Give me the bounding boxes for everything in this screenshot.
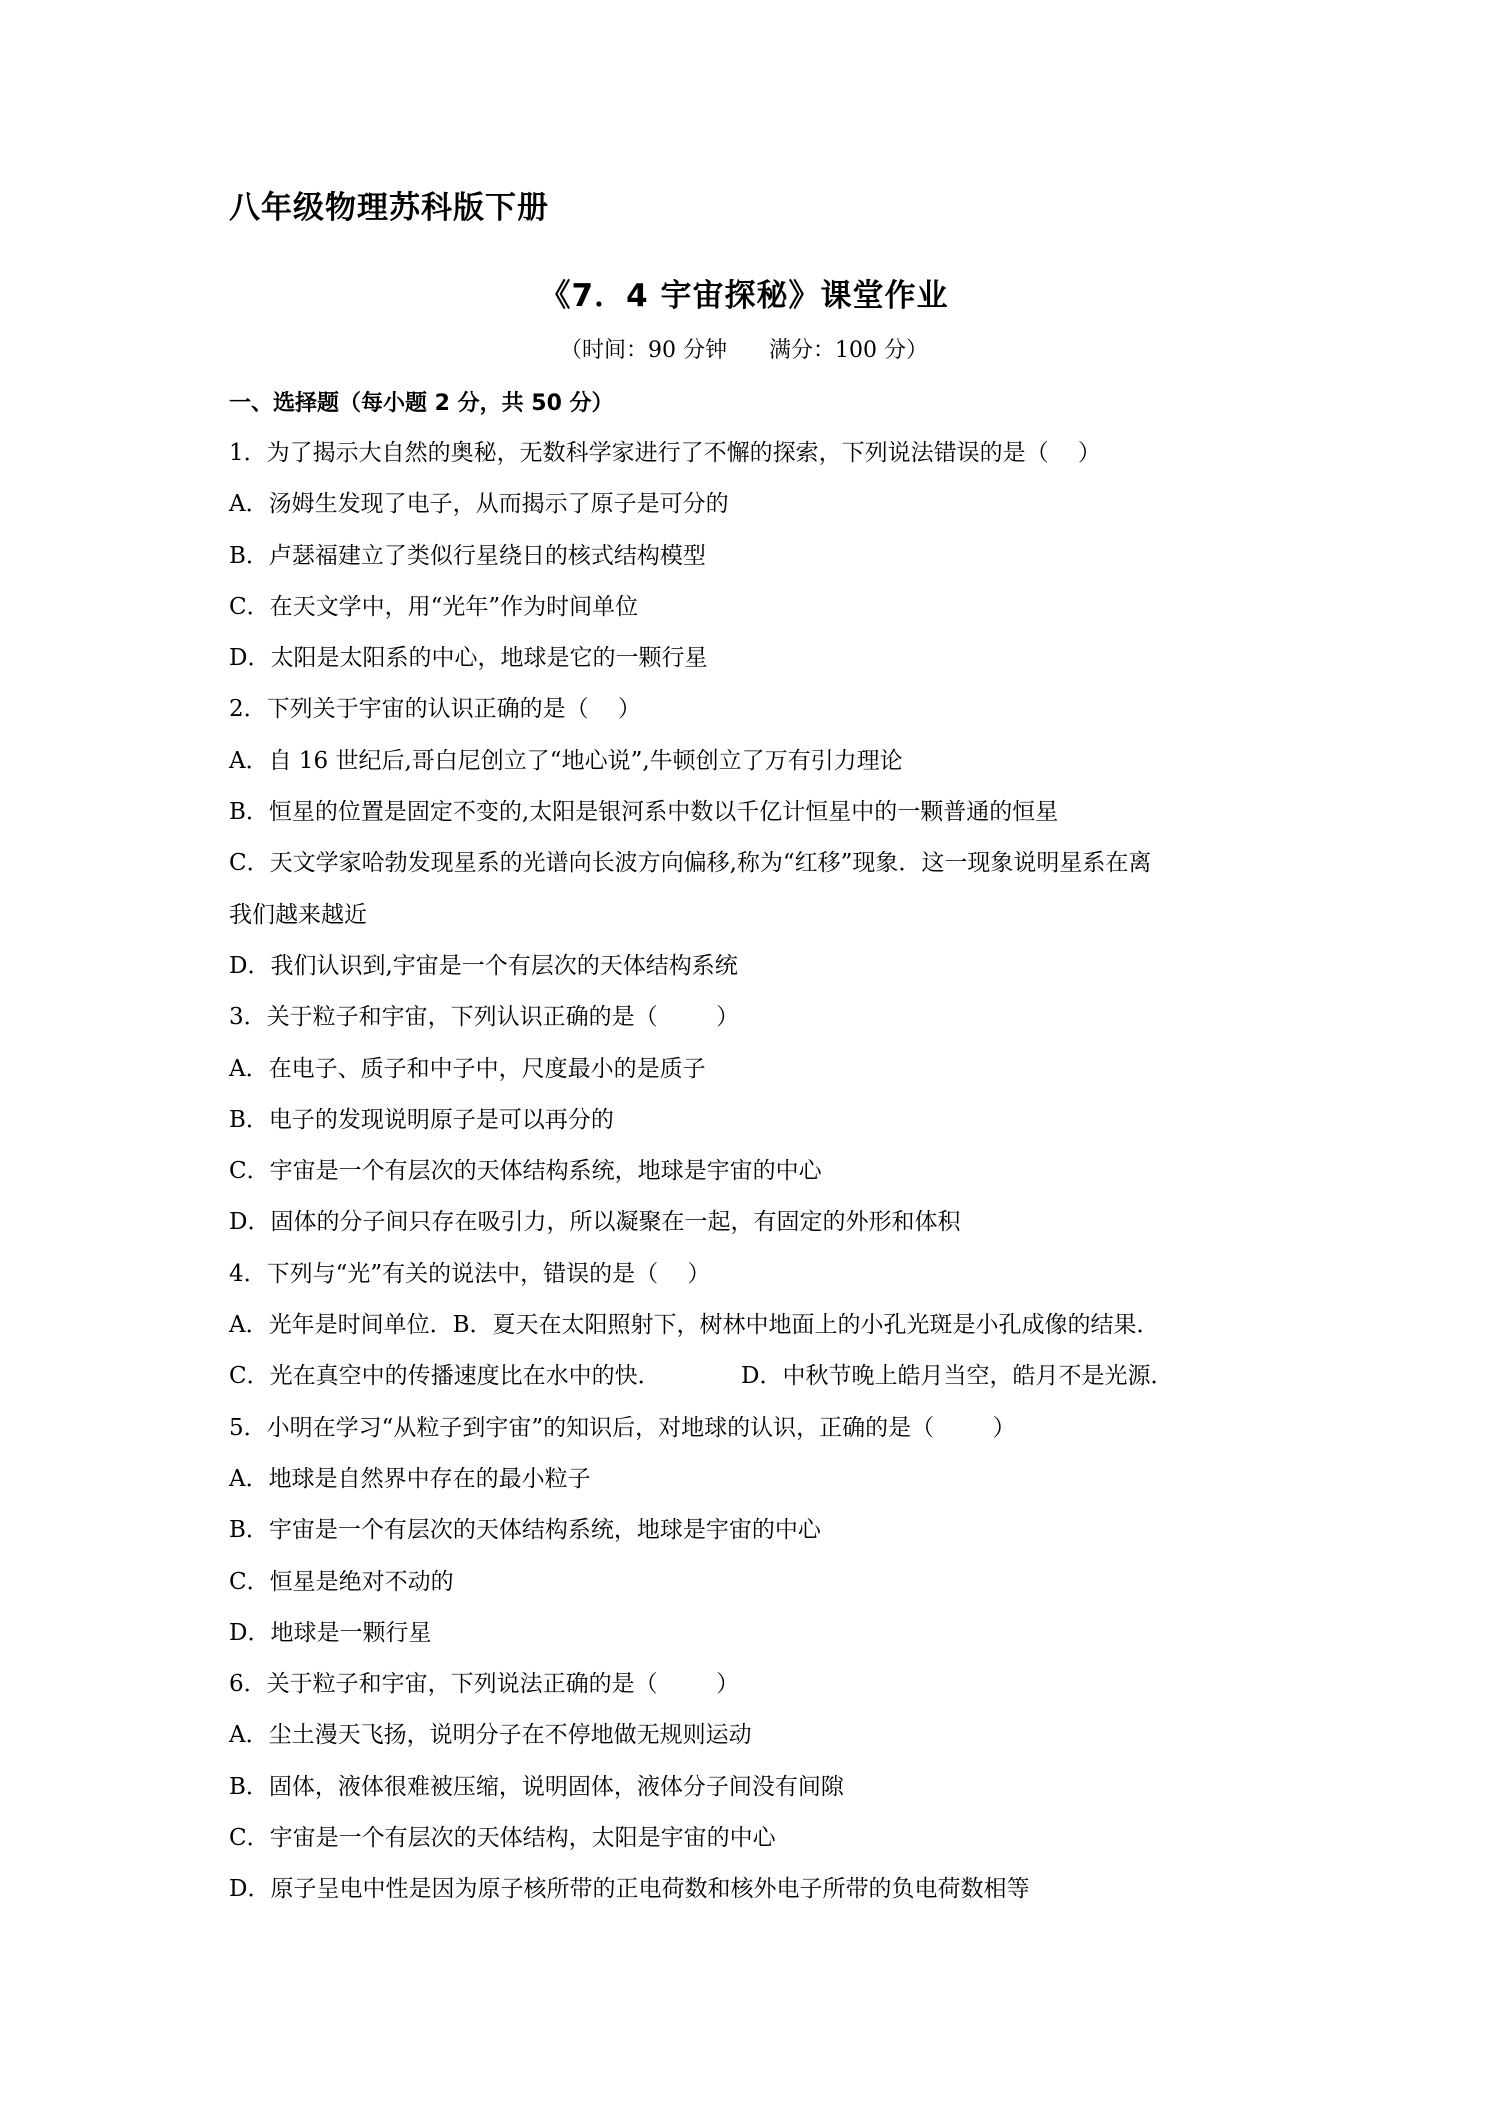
question-2-option-c-continued: 我们越来越近 bbox=[229, 901, 367, 928]
question-6-option-c: C．宇宙是一个有层次的天体结构，太阳是宇宙的中心 bbox=[229, 1825, 776, 1852]
question-3-stem: 3．关于粒子和宇宙，下列认识正确的是（ ） bbox=[229, 1004, 740, 1031]
document-title: 《7．4 宇宙探秘》课堂作业 bbox=[539, 278, 949, 314]
question-5-option-d: D．地球是一颗行星 bbox=[229, 1619, 432, 1646]
section-heading: 一、选择题（每小题 2 分，共 50 分） bbox=[229, 391, 614, 416]
question-2-option-c: C．天文学家哈勃发现星系的光谱向长波方向偏移,称为“红移”现象．这一现象说明星系在离 bbox=[229, 850, 1152, 877]
question-6-stem: 6．关于粒子和宇宙，下列说法正确的是（ ） bbox=[229, 1671, 740, 1698]
question-4-stem: 4．下列与“光”有关的说法中，错误的是（ ） bbox=[229, 1260, 711, 1287]
question-1-option-c: C．在天文学中，用“光年”作为时间单位 bbox=[229, 593, 639, 620]
question-lines bbox=[229, 428, 1289, 1916]
question-3-option-d: D．固体的分子间只存在吸引力，所以凝聚在一起，有固定的外形和体积 bbox=[229, 1209, 961, 1236]
question-1-option-d: D．太阳是太阳系的中心，地球是它的一颗行星 bbox=[229, 645, 708, 672]
question-5-option-a: A．地球是自然界中存在的最小粒子 bbox=[229, 1465, 591, 1492]
question-3-option-a: A．在电子、质子和中子中，尺度最小的是质子 bbox=[229, 1055, 706, 1082]
question-4-options-ab: A．光年是时间单位．B．夏天在太阳照射下，树林中地面上的小孔光斑是小孔成像的结果． bbox=[229, 1312, 1160, 1339]
question-2-option-d: D．我们认识到,宇宙是一个有层次的天体结构系统 bbox=[229, 952, 738, 979]
exam-meta: （时间：90 分钟 满分：100 分） bbox=[560, 338, 928, 363]
question-6-option-d: D．原子呈电中性是因为原子核所带的正电荷数和核外电子所带的负电荷数相等 bbox=[229, 1876, 1030, 1903]
question-2-option-b: B．恒星的位置是固定不变的,太阳是银河系中数以千亿计恒星中的一颗普通的恒星 bbox=[229, 799, 1059, 826]
question-4-options-cd: C．光在真空中的传播速度比在水中的快． D．中秋节晚上皓月当空，皓月不是光源． bbox=[229, 1363, 1174, 1390]
question-2-option-a: A．自 16 世纪后,哥白尼创立了“地心说”,牛顿创立了万有引力理论 bbox=[229, 747, 903, 774]
question-5-stem: 5．小明在学习“从粒子到宇宙”的知识后，对地球的认识，正确的是（ ） bbox=[229, 1414, 1016, 1441]
series-title: 八年级物理苏科版下册 bbox=[229, 190, 549, 226]
question-6-option-a: A．尘土漫天飞扬，说明分子在不停地做无规则运动 bbox=[229, 1722, 752, 1749]
question-3-option-b: B．电子的发现说明原子是可以再分的 bbox=[229, 1106, 614, 1133]
question-5-option-b: B．宇宙是一个有层次的天体结构系统，地球是宇宙的中心 bbox=[229, 1517, 821, 1544]
question-1-stem: 1．为了揭示大自然的奥秘，无数科学家进行了不懈的探索，下列说法错误的是（ ） bbox=[229, 440, 1101, 466]
question-1-option-a: A．汤姆生发现了电子，从而揭示了原子是可分的 bbox=[229, 491, 729, 518]
question-1-option-b: B．卢瑟福建立了类似行星绕日的核式结构模型 bbox=[229, 542, 706, 569]
question-3-option-c: C．宇宙是一个有层次的天体结构系统，地球是宇宙的中心 bbox=[229, 1158, 822, 1185]
question-2-stem: 2．下列关于宇宙的认识正确的是（ ） bbox=[229, 696, 641, 723]
question-5-option-c: C．恒星是绝对不动的 bbox=[229, 1568, 454, 1595]
question-6-option-b: B．固体，液体很难被压缩，说明固体，液体分子间没有间隙 bbox=[229, 1773, 844, 1800]
